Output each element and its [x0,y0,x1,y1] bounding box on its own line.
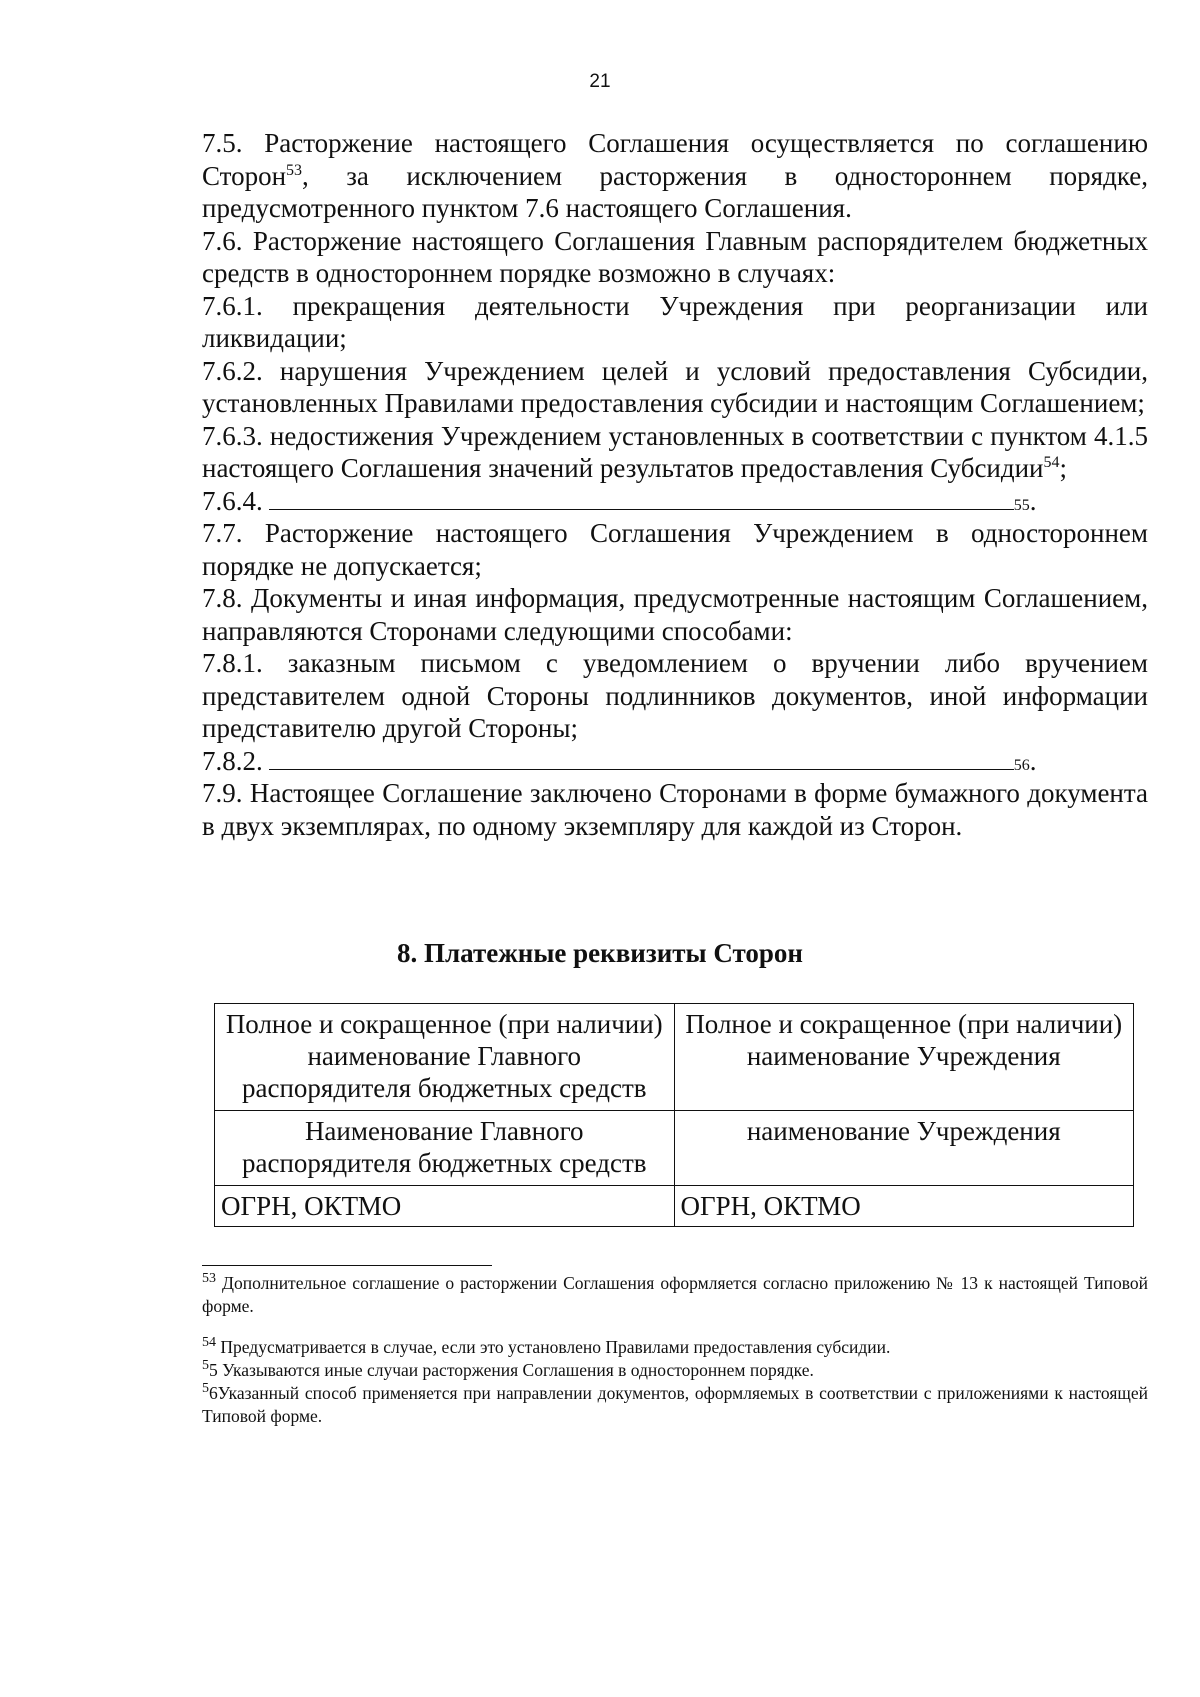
section-heading: 8. Платежные реквизиты Сторон [397,938,803,968]
requisites-table [214,1003,1134,1227]
table-cell: наименование Учреждения [674,1111,1134,1186]
clause-7-6: 7.6. Расторжение настоящего Соглашения Главным распорядителем бюджетных средств в одностороннем порядке возможно в случаях: [202,225,1148,288]
table-cell: ОГРН, ОКТМО [215,1186,675,1227]
blank-fill-line [269,485,1014,510]
table-row [215,1111,1134,1186]
clause-7-6-3: 7.6.3. недостижения Учреждением установленных в соответствии с пунктом 4.1.5 настоящего Соглашения значений результатов предоставления Субсидии$^{54}$; [202,420,1148,483]
table-cell: Наименование Главного распорядителя бюджетных средств [215,1111,675,1186]
page-number: 21 [589,71,611,92]
footnote-55: $^5$5 Указываются иные случаи расторжения Соглашения в одностороннем порядке. [202,1358,814,1380]
clause-7-7: 7.7. Расторжение настоящего Соглашения Учреждением в одностороннем порядке не допускается; [202,518,1148,581]
table-row [215,1004,1134,1111]
blank-fill-line [269,745,1014,770]
clause-7-5: 7.5. Расторжение настоящего Соглашения осуществляется по соглашению Сторон$^{53}$, за исключением расторжения в одностороннем порядке, предусмотренного пунктом 7.6 настоящего Соглашения. [202,128,1148,223]
footnote-ref[interactable]: 53 [286,161,303,179]
footnote-56: $^5$6Указанный способ применяется при направлении документов, оформляемых в соответствии с приложениями к настоящей Типовой форме. [202,1381,1148,1426]
footnote-ref[interactable]: 54 [1043,454,1060,471]
footnote-separator [202,1265,492,1266]
clause-7-8-1: 7.8.1. заказным письмом с уведомлением о вручении либо вручением представителем одной Стороны подлинников документов, иной информации представителю другой Стороны; [202,648,1148,743]
clause-7-8-2: 7.8.2. 56 . [202,745,1037,776]
footnote-53: $^{53}$ Дополнительное соглашение о расторжении Соглашения оформляется согласно приложению № 13 к настоящей Типовой форме. [202,1271,1148,1316]
table-cell: Полное и сокращенное (при наличии) наименование Главного распорядителя бюджетных средств [215,1004,675,1111]
footnotes [202,1272,1148,1428]
agreement-body [202,127,1148,842]
table-row [215,1186,1134,1227]
clause-7-6-4: 7.6.4. 55 . [202,485,1037,516]
clause-7-9: 7.9. Настоящее Соглашение заключено Сторонами в форме бумажного документа в двух экземплярах, по одному экземпляру для каждой из Сторон. [202,778,1148,841]
table-cell: Полное и сокращенное (при наличии) наименование Учреждения [674,1004,1134,1111]
clause-7-8: 7.8. Документы и иная информация, предусмотренные настоящим Соглашением, направляются Сторонами следующими способами: [202,583,1148,646]
clause-7-6-2: 7.6.2. нарушения Учреждением целей и условий предоставления Субсидии, установленных Правилами предоставления субсидии и настоящим Соглашением; [202,355,1148,418]
clause-7-6-1: 7.6.1. прекращения деятельности Учреждения при реорганизации или ликвидации; [202,290,1148,353]
table-cell: ОГРН, ОКТМО [674,1186,1134,1227]
footnote-54: $^{54}$ Предусматривается в случае, если это установлено Правилами предоставления субсидии. [202,1335,891,1357]
